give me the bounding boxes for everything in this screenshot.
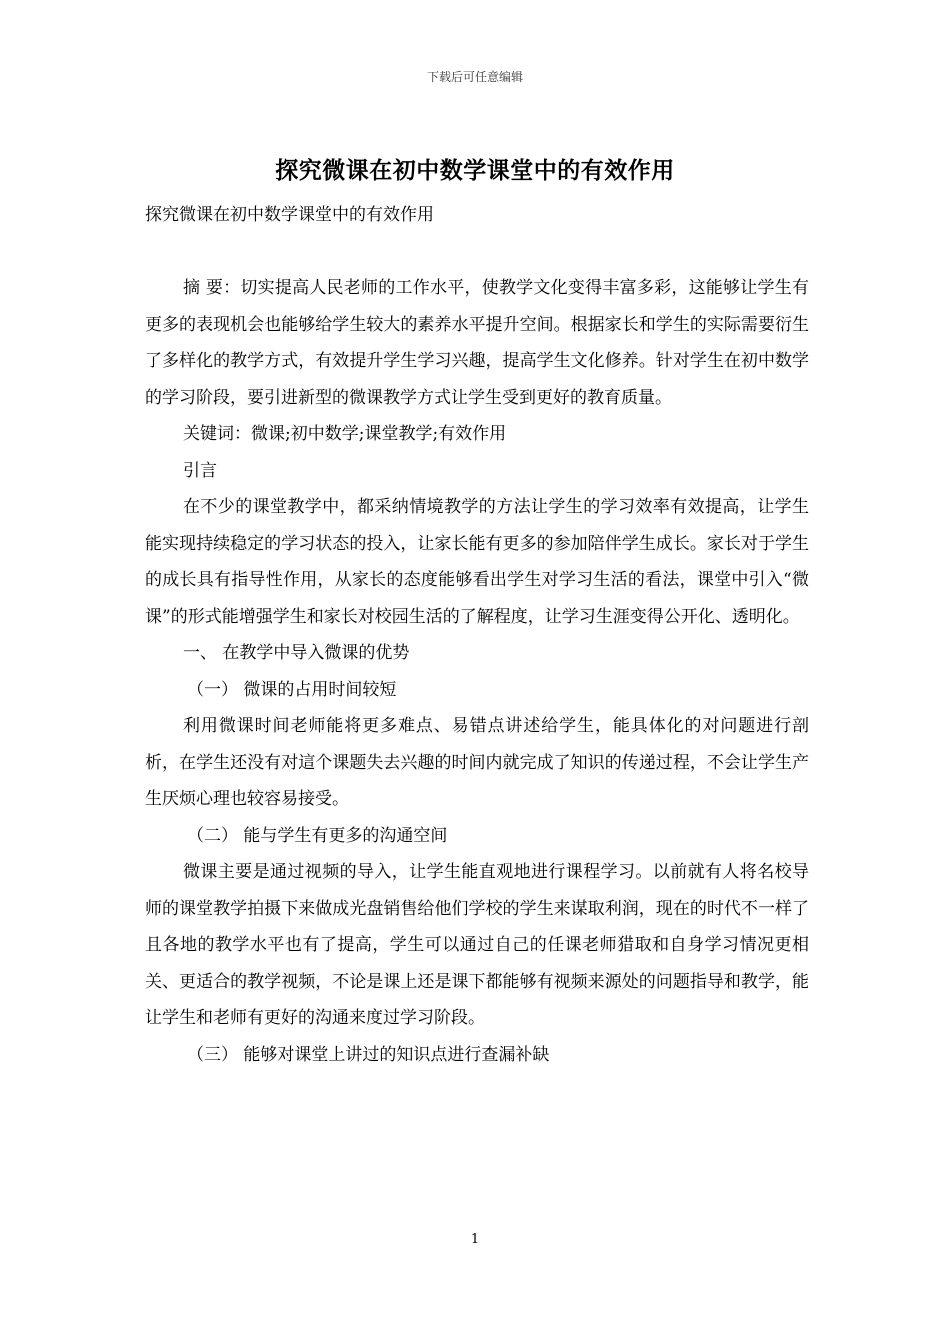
subsection-3-heading: （三） 能够对课堂上讲过的知识点进行查漏补缺 [187,1044,550,1065]
intro-paragraph: 在不少的课堂教学中，都采纳情境教学的方法让学生的学习效率有效提高，让学生能实现持续稳定的学习状态的投入，让家长能有更多的参加陪伴学生成长。家长对于学生的成长具有指导性作用，从家长的态度能够看出学生对学习生活的看法，课堂中引入“微课”的形式能增强学生和家长对校园生活的了解程度，让学习生涯变得公开化、透明化。 [145,497,809,627]
subsection-2-paragraph: 微课主要是通过视频的导入，让学生能直观地进行课程学习。以前就有人将名校导师的课堂教学拍摄下来做成光盘销售给他们学校的学生来谋取利润，现在的时代不一样了且各地的教学水平也有了提高，学生可以通过自己的任课老师猎取和自身学习情况更相关、更适合的教学视频，不论是课上还是课下都能够有视频来源处的问题指导和教学，能让学生和老师有更好的沟通来度过学习阶段。 [145,862,809,1028]
document-body [145,270,809,1073]
subsection-1-heading: （一） 微课的占用时间较短 [187,679,397,700]
keywords-line: 关键词：微课;初中数学;课堂教学;有效作用 [183,424,507,444]
section-1-heading: 一、 在教学中导入微课的优势 [183,643,410,663]
document-title: 探究微课在初中数学课堂中的有效作用 [275,157,675,184]
intro-heading: 引言 [183,460,217,481]
subsection-1-paragraph: 利用微课时间老师能将更多难点、易错点讲述给学生，能具体化的对问题进行剖析，在学生还没有对這个课题失去兴趣的时间内就完成了知识的传递过程，不会让学生产生厌烦心理也较容易接受。 [145,716,809,809]
header-note: 下载后可任意编辑 [426,70,523,84]
document-subtitle: 探究微课在初中数学课堂中的有效作用 [145,205,434,225]
page-number: 1 [470,1232,480,1247]
subsection-2-heading: （二） 能与学生有更多的沟通空间 [187,825,448,846]
abstract-paragraph: 摘 要：切实提高人民老师的工作水平，使教学文化变得丰富多彩，这能够让学生有更多的表现机会也能够给学生较大的素养水平提升空间。根据家长和学生的实际需要衍生了多样化的教学方式，有效提升学生学习兴趣，提高学生文化修养。针对学生在初中数学的学习阶段，要引进新型的微课教学方式让学生受到更好的教育质量。 [145,278,809,408]
